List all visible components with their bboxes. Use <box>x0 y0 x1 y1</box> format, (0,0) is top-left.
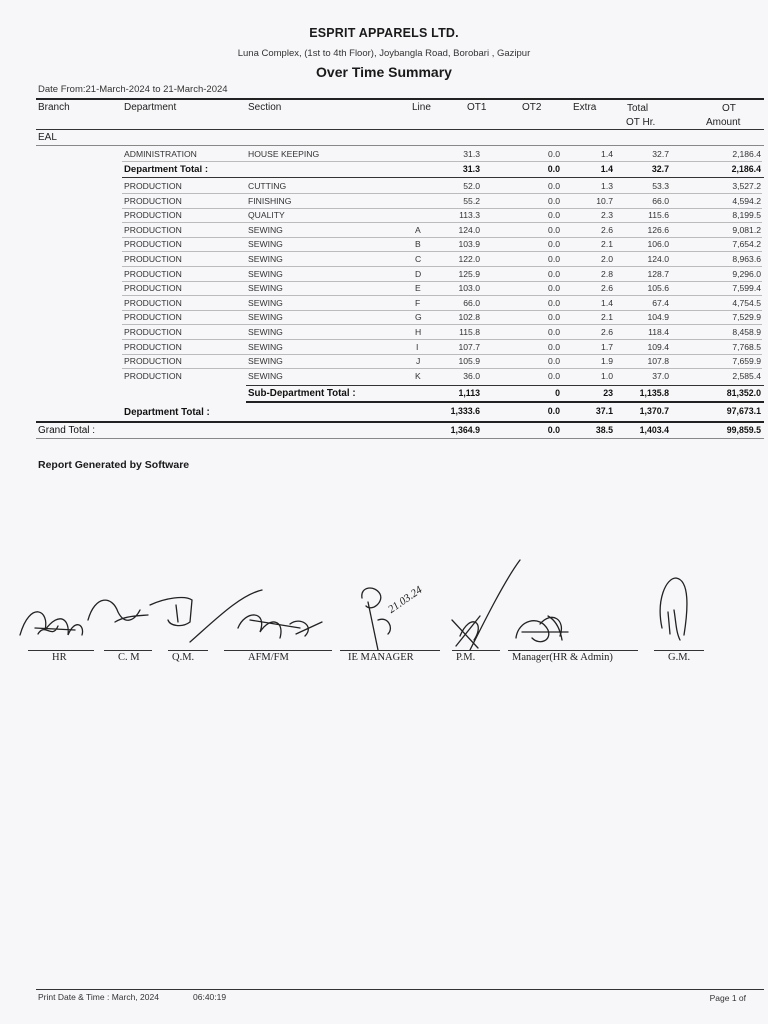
prod-total-ot1: 1,333.6 <box>450 406 480 416</box>
print-time: 06:40:19 <box>193 992 227 1002</box>
header-rule <box>36 129 764 130</box>
cell-ot1: 124.0 <box>458 224 480 235</box>
cell-section: CUTTING <box>248 181 287 191</box>
cell-ot2: 0.0 <box>548 239 560 250</box>
grand-total-amount: 99,859.5 <box>726 425 761 435</box>
cell-amount: 4,594.2 <box>732 195 761 206</box>
cell-ot2: 0.0 <box>548 312 560 323</box>
cell-total: 128.7 <box>647 268 669 279</box>
cell-line: H <box>415 327 422 337</box>
cell-extra: 2.0 <box>601 254 613 264</box>
cell-department: PRODUCTION <box>124 370 182 381</box>
cell-amount: 9,081.2 <box>732 224 761 235</box>
cell-line: C <box>415 254 422 264</box>
cell-department: PRODUCTION <box>124 312 182 323</box>
branch-rule <box>36 145 764 146</box>
cell-line: F <box>415 297 421 308</box>
cell-ot2: 0.0 <box>548 341 560 352</box>
cell-total: 107.8 <box>647 356 669 367</box>
col-department: Department <box>124 102 177 113</box>
admin-total-rule <box>122 177 764 178</box>
prod-total-amount: 97,673.1 <box>726 406 761 416</box>
company-address: Luna Complex, (1st to 4th Floor), Joybangla Road, Borobari , Gazipur <box>237 48 531 59</box>
cell-ot2: 0.0 <box>548 327 560 337</box>
subdept-total-extra: 23 <box>603 388 613 398</box>
cell-line: D <box>415 268 422 279</box>
signatures-graphic <box>0 550 768 660</box>
admin-department-total <box>0 163 768 177</box>
cell-amount: 2,186.4 <box>732 149 761 159</box>
cell-department: PRODUCTION <box>124 239 182 250</box>
cell-amount: 9,296.0 <box>732 268 761 279</box>
cell-ot2: 0.0 <box>548 224 560 235</box>
print-date: Print Date & Time : March, 2024 <box>38 992 159 1002</box>
cell-extra: 1.4 <box>601 149 613 159</box>
cell-ot1: 103.9 <box>458 239 480 250</box>
table-row <box>0 341 768 355</box>
cell-ot2: 0.0 <box>548 195 560 206</box>
cell-ot2: 0.0 <box>548 254 560 264</box>
grand-total-extra: 38.5 <box>595 425 613 435</box>
cell-ot2: 0.0 <box>548 149 560 159</box>
table-row <box>0 209 768 223</box>
cell-total: 109.4 <box>647 341 669 352</box>
cell-ot2: 0.0 <box>548 210 560 221</box>
admin-total-extra: 1.4 <box>600 164 613 174</box>
cell-amount: 8,963.6 <box>732 254 761 264</box>
page-number: Page 1 of <box>709 993 746 1003</box>
cell-line: I <box>416 341 419 352</box>
sig-cm-label: C. M <box>118 652 140 663</box>
cell-ot1: 31.3 <box>463 149 480 159</box>
cell-section: SEWING <box>248 370 283 381</box>
cell-section: SEWING <box>248 283 283 294</box>
cell-extra: 1.4 <box>601 297 613 308</box>
cell-amount: 4,754.5 <box>732 297 761 308</box>
cell-extra: 1.9 <box>601 356 613 367</box>
cell-line: J <box>416 356 421 367</box>
prod-total-extra: 37.1 <box>595 406 613 416</box>
admin-total-hours: 32.7 <box>651 164 669 174</box>
table-row <box>0 148 768 162</box>
cell-ot2: 0.0 <box>548 356 560 367</box>
cell-total: 66.0 <box>652 195 669 206</box>
table-row <box>0 355 768 369</box>
grand-total-top-rule <box>36 421 764 423</box>
cell-total: 106.0 <box>647 239 669 250</box>
table-row <box>0 195 768 209</box>
cell-extra: 2.8 <box>601 268 613 279</box>
cell-department: PRODUCTION <box>124 181 182 191</box>
cell-ot1: 66.0 <box>463 297 480 308</box>
cell-section: SEWING <box>248 327 283 337</box>
col-ot1: OT1 <box>467 102 487 113</box>
cell-department: PRODUCTION <box>124 268 182 279</box>
cell-ot2: 0.0 <box>548 370 560 381</box>
table-row <box>0 326 768 340</box>
cell-line: E <box>415 283 421 294</box>
cell-ot1: 125.9 <box>458 268 480 279</box>
cell-ot1: 55.2 <box>463 195 480 206</box>
cell-total: 124.0 <box>647 254 669 264</box>
table-row <box>0 180 768 194</box>
cell-extra: 2.1 <box>601 312 613 323</box>
cell-amount: 8,458.9 <box>732 327 761 337</box>
cell-line: B <box>415 239 421 250</box>
col-total-line1: Total <box>627 103 649 114</box>
grand-total <box>0 424 768 438</box>
cell-department: PRODUCTION <box>124 341 182 352</box>
cell-amount: 2,585.4 <box>732 370 761 381</box>
cell-department: PRODUCTION <box>124 327 182 337</box>
admin-total-label: Department Total : <box>124 164 209 175</box>
cell-total: 37.0 <box>652 370 669 381</box>
cell-amount: 7,599.4 <box>732 283 761 294</box>
cell-total: 115.6 <box>648 210 669 221</box>
table-row <box>0 297 768 311</box>
cell-total: 126.6 <box>647 224 669 235</box>
cell-amount: 7,768.5 <box>732 341 761 352</box>
table-row <box>0 311 768 325</box>
prod-total-label: Department Total : <box>124 407 210 418</box>
cell-line: A <box>415 224 421 235</box>
subdept-total-ot1: 1,113 <box>458 388 480 398</box>
production-department-total <box>0 405 768 419</box>
footer-rule <box>36 989 764 990</box>
subdept-bottom-rule <box>246 401 764 403</box>
cell-section: SEWING <box>248 254 283 264</box>
cell-department: PRODUCTION <box>124 210 182 221</box>
cell-ot1: 113.3 <box>459 210 480 221</box>
table-row <box>0 282 768 296</box>
prod-total-ot2: 0.0 <box>547 406 560 416</box>
sub-department-total <box>0 387 768 401</box>
col-amount-line1: OT <box>722 103 736 114</box>
table-row <box>0 224 768 238</box>
col-total-line2: OT Hr. <box>626 117 656 128</box>
subdept-rule <box>246 385 764 386</box>
cell-department: PRODUCTION <box>124 297 182 308</box>
cell-total: 32.7 <box>652 149 669 159</box>
col-section: Section <box>248 102 282 113</box>
cell-ot2: 0.0 <box>548 181 560 191</box>
cell-extra: 10.7 <box>596 195 613 206</box>
subdept-total-hours: 1,135.8 <box>639 388 669 398</box>
cell-extra: 2.6 <box>601 224 613 235</box>
sig-ie-label: IE MANAGER <box>348 652 414 663</box>
table-row <box>0 253 768 267</box>
cell-extra: 2.6 <box>601 327 613 337</box>
cell-total: 105.6 <box>647 283 669 294</box>
cell-ot1: 103.0 <box>458 283 480 294</box>
admin-total-ot1: 31.3 <box>462 164 480 174</box>
cell-section: SEWING <box>248 356 283 367</box>
date-range: Date From:21-March-2024 to 21-March-2024 <box>38 84 228 95</box>
cell-ot1: 52.0 <box>463 181 480 191</box>
cell-department: PRODUCTION <box>124 195 182 206</box>
cell-ot1: 102.8 <box>458 312 480 323</box>
col-amount-line2: Amount <box>706 117 741 128</box>
cell-total: 53.3 <box>652 181 669 191</box>
col-extra: Extra <box>573 102 597 113</box>
handwritten-date: 21.03.24 <box>386 583 425 616</box>
admin-total-amount: 2,186.4 <box>731 164 761 174</box>
col-line: Line <box>412 102 431 113</box>
cell-section: QUALITY <box>248 210 285 221</box>
table-top-rule <box>36 98 764 100</box>
admin-total-ot2: 0.0 <box>547 164 560 174</box>
company-name: ESPRIT APPARELS LTD. <box>309 26 459 40</box>
grand-total-ot1: 1,364.9 <box>450 425 480 435</box>
cell-ot2: 0.0 <box>548 283 560 294</box>
col-branch: Branch <box>38 102 70 113</box>
report-title: Over Time Summary <box>316 64 452 80</box>
grand-total-label: Grand Total : <box>38 425 96 436</box>
cell-extra: 1.0 <box>601 370 613 381</box>
sig-mgr-label: Manager(HR & Admin) <box>512 652 613 663</box>
table-row <box>0 238 768 252</box>
cell-line: K <box>415 370 421 381</box>
grand-total-hours: 1,403.4 <box>639 425 669 435</box>
cell-department: PRODUCTION <box>124 254 182 264</box>
subdept-total-amount: 81,352.0 <box>726 388 761 398</box>
generated-note: Report Generated by Software <box>38 459 190 471</box>
cell-section: SEWING <box>248 239 283 250</box>
cell-ot1: 115.8 <box>459 327 480 337</box>
col-ot2: OT2 <box>522 102 542 113</box>
table-row <box>0 370 768 384</box>
cell-amount: 7,529.9 <box>732 312 761 323</box>
cell-ot2: 0.0 <box>548 268 560 279</box>
cell-ot1: 122.0 <box>458 254 480 264</box>
cell-department: ADMINISTRATION <box>124 149 197 159</box>
sig-afm-label: AFM/FM <box>248 652 289 663</box>
cell-department: PRODUCTION <box>124 224 182 235</box>
cell-total: 104.9 <box>647 312 669 323</box>
cell-extra: 2.3 <box>601 210 613 221</box>
cell-section: HOUSE KEEPING <box>248 149 320 159</box>
prod-total-hours: 1,370.7 <box>639 406 669 416</box>
cell-department: PRODUCTION <box>124 356 182 367</box>
cell-department: PRODUCTION <box>124 283 182 294</box>
cell-ot1: 105.9 <box>458 356 480 367</box>
cell-amount: 7,654.2 <box>732 239 761 250</box>
table-row <box>0 268 768 282</box>
cell-extra: 1.3 <box>601 181 613 191</box>
sig-gm-label: G.M. <box>668 652 691 663</box>
sig-pm-label: P.M. <box>456 652 476 663</box>
cell-amount: 3,527.2 <box>732 181 761 191</box>
cell-section: FINISHING <box>248 195 292 206</box>
cell-section: SEWING <box>248 312 283 323</box>
cell-section: SEWING <box>248 224 283 235</box>
cell-ot1: 107.7 <box>458 341 480 352</box>
cell-ot2: 0.0 <box>548 297 560 308</box>
grand-total-bottom-rule <box>36 438 764 439</box>
cell-extra: 1.7 <box>601 341 613 352</box>
cell-extra: 2.1 <box>601 239 613 250</box>
cell-total: 67.4 <box>652 297 669 308</box>
cell-section: SEWING <box>248 341 283 352</box>
branch-label: EAL <box>38 132 57 143</box>
cell-section: SEWING <box>248 268 283 279</box>
cell-amount: 8,199.5 <box>732 210 761 221</box>
subdept-total-label: Sub-Department Total : <box>248 388 356 399</box>
cell-total: 118.4 <box>648 327 669 337</box>
sig-hr-label: HR <box>52 652 67 663</box>
cell-amount: 7,659.9 <box>732 356 761 367</box>
grand-total-ot2: 0.0 <box>547 425 560 435</box>
cell-extra: 2.6 <box>601 283 613 294</box>
cell-line: G <box>415 312 422 323</box>
cell-section: SEWING <box>248 297 283 308</box>
subdept-total-ot2: 0 <box>555 388 560 398</box>
cell-ot1: 36.0 <box>463 370 480 381</box>
sig-qm-label: Q.M. <box>172 652 195 663</box>
